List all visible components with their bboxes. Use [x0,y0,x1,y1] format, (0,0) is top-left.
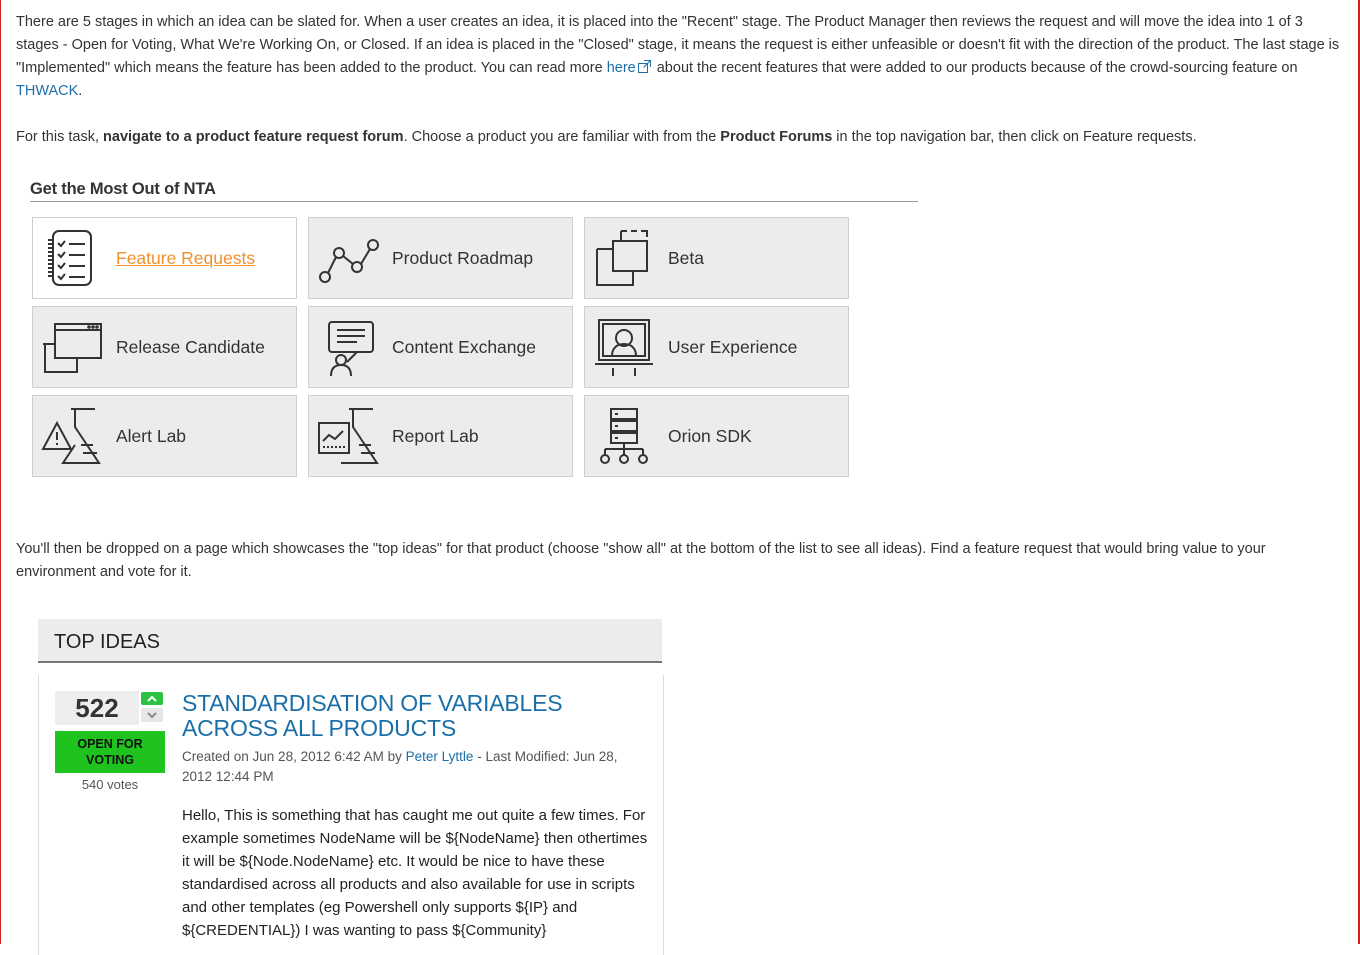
intro-text: There are 5 stages in which an idea can be slated for. When a user creates an idea, it is placed into the "Recent" stage. The Product Manager then reviews the request and will move the idea into 1 of 3 stages - Open for Voting, What We're Working On, or Closed. If an idea is placed in the "Closed" stage, it means the request is either unfeasible or doesn't fit with the direction of the product. The last stage is "Implemented" which means the feature has been added to the product. You can read more [16,14,1340,76]
tile-label: Alert Lab [116,425,187,446]
tile-label: Release Candidate [116,336,265,357]
tile-label: Feature Requests [116,247,256,268]
roadmap-icon [317,227,379,289]
intro-paragraph [16,11,1341,103]
tile-report-lab[interactable] [308,395,573,477]
here-link[interactable]: here [606,60,636,76]
idea-title-link[interactable]: STANDARDISATION OF VARIABLES ACROSS ALL PRODUCTS [182,690,563,741]
beta-icon [593,227,655,289]
tile-beta[interactable] [584,217,849,299]
vote-up-button[interactable] [141,692,163,705]
tile-content-exchange[interactable] [308,306,573,388]
alert-flask-icon [41,405,103,467]
window-icon [41,316,103,378]
chevron-up-icon [141,692,163,705]
vote-down-button[interactable] [141,708,163,722]
task-text-2: . Choose a product you are familiar with from the [403,129,721,145]
idea-score: 522 [55,691,139,725]
thwack-link[interactable]: THWACK [16,83,79,99]
tile-alert-lab[interactable] [32,395,297,477]
tile-label: Report Lab [392,425,479,446]
server-network-icon [593,405,655,467]
status-badge: OPEN FOR VOTING [55,731,165,773]
top-ideas-panel [38,619,662,949]
nta-section-title: Get the Most Out of NTA [30,180,216,198]
top-ideas-heading: TOP IDEAS [38,619,662,663]
tile-label: Content Exchange [392,336,536,357]
idea-meta [182,747,642,787]
task-bold-product-forums: Product Forums [720,129,833,145]
tile-label: Product Roadmap [392,247,534,268]
idea-meta-created: Created on Jun 28, 2012 6:42 AM by [182,749,406,764]
presenter-icon [317,316,379,378]
author-link[interactable]: Peter Lyttle [405,749,474,764]
tile-user-experience[interactable] [584,306,849,388]
frame-left-border [0,0,1,944]
intro-text-3: . [78,83,83,99]
votes-count: 540 votes [81,777,139,792]
tile-release-candidate[interactable] [32,306,297,388]
tile-feature-requests[interactable] [32,217,297,299]
followup-paragraph: You'll then be dropped on a page which showcases the "top ideas" for that product (choose "show all" at the bottom of the list to see all ideas). Find a feature request that would bring value to your environment and vote for it. [16,541,1266,580]
chevron-down-icon [141,708,163,722]
tile-label: Orion SDK [668,425,752,446]
task-bold-navigate: navigate to a product feature request forum [103,129,404,145]
task-paragraph [16,126,1341,149]
nta-divider [30,201,918,202]
idea-card [38,675,664,955]
tile-product-roadmap[interactable] [308,217,573,299]
user-screen-icon [593,316,655,378]
task-text: For this task, [16,129,104,145]
checklist-icon [41,227,103,289]
idea-meta-modified: - Last Modified: Jun 28, 2012 12:44 PM [182,749,618,784]
idea-body-text: Hello, This is something that has caught me out quite a few times. For example sometimes NodeName will be ${NodeName} then othertimes it will be ${Node.NodeName} etc. It would be nice to have these standardised across all products and also available for use in scripts and other templates (eg Powershell only supports ${IP} and ${CREDENTIAL}) I was wanting to pass ${Community} [182,807,648,939]
tile-label: Beta [668,247,704,268]
external-link-icon [638,60,651,73]
intro-text-2: about the recent features that were added to our products because of the crowd-sourcing feature on [652,60,1298,76]
report-flask-icon [317,405,379,467]
task-text-3: in the top navigation bar, then click on Feature requests. [832,129,1197,145]
tile-label: User Experience [668,336,798,357]
tile-orion-sdk[interactable] [584,395,849,477]
